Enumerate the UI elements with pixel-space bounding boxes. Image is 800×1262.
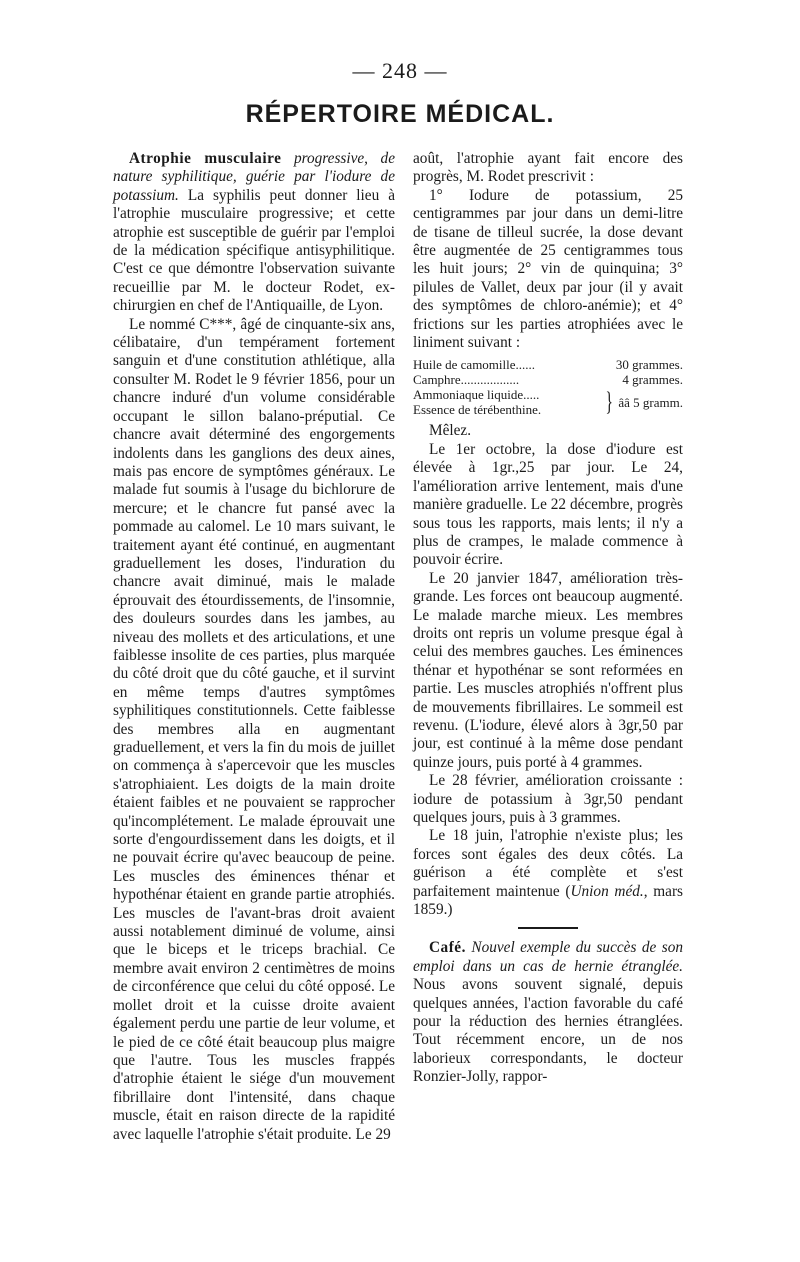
- article2-title: Café.: [429, 939, 466, 957]
- article1-paragraph-3: 1° Iodure de potassium, 25 centigrammes par jour dans un demi-litre de tisane de tilleul sucrée, la dose devant être augmentée de 25 centigrammes tous les huit jours; 2° vin de quinquina; 3° pilules de Vallet, deux par jour (il y avait des symptômes de chloro-anémie); et 4° frictions sur les parties atrophiées avec le liniment suivant :: [413, 186, 683, 352]
- right-column: [413, 150, 683, 1087]
- recipe-ingredient: Essence de térébenthine.: [413, 402, 542, 418]
- recipe-group-names: [413, 387, 600, 417]
- article1-source: Union méd.: [570, 882, 644, 900]
- article1-subtitle: progressive, de nature syphilitique, guérie par l'iodure de potassium.: [113, 150, 395, 204]
- brace-symbol: }: [605, 387, 613, 417]
- recipe-ingredient: Ammoniaque liquide.....: [413, 387, 540, 403]
- recipe-quantity: 4 grammes.: [622, 372, 683, 388]
- article1-title: Atrophie musculaire: [129, 150, 282, 167]
- recipe-row: [413, 372, 683, 387]
- article1-paragraph-6: Le 20 janvier 1847, amélioration très-grande. Les forces ont beaucoup augmenté. Le malade marche mieux. Les membres droits ont repris un volume presque égal à celui des membres gauches. Les éminences thénar et hypothénar se sont reformées en partie. Les muscles atrophiés n'offrent plus de mouvements fibrillaires. Le sommeil est revenu. (L'iodure, élevé alors à 3gr,50 par jour, est continué à la même dose pendant quinze jours, puis porté à 4 grammes.: [413, 569, 683, 771]
- recipe-ingredient: Camphre..................: [413, 372, 520, 388]
- recipe-group: [413, 387, 683, 417]
- article2-paragraph: [413, 939, 683, 1086]
- recipe-table: [413, 357, 683, 417]
- section-divider: [518, 927, 578, 929]
- article1-paragraph-5: Le 1er octobre, la dose d'iodure est élevée à 1gr.,25 par jour. Le 24, l'amélioration arrive lentement, mais d'une manière graduelle. Le 22 décembre, progrès sous tous les rapports, mais lents; il n'y a plus de crampes, le malade commence à pouvoir écrire.: [413, 440, 683, 569]
- recipe-row: [413, 357, 683, 372]
- article2-text: Nous avons souvent signalé, depuis quelques années, l'action favorable du café pour la réduction des hernies étranglées. Tout récemment encore, un de nos laborieux correspondants, le docteur Ronzier-Jolly, rappor-: [413, 976, 683, 1086]
- recipe-quantity: ââ 5 gramm.: [618, 394, 683, 410]
- article1-paragraph-4: Mêlez.: [429, 422, 472, 440]
- recipe-ingredient: Huile de camomille......: [413, 357, 536, 373]
- article2-subtitle: Nouvel exemple du succès de son emploi dans un cas de hernie étranglée.: [413, 939, 683, 975]
- left-column: [113, 150, 395, 1144]
- article1-source-date: , mars 1859.): [413, 882, 683, 919]
- article1-paragraph-7: Le 28 février, amélioration croissante : iodure de potassium à 3gr,50 pendant quelques jours, puis à 3 grammes.: [413, 772, 683, 826]
- article1-paragraph-2: Le nommé C***, âgé de cinquante-six ans, célibataire, d'un tempérament fortement sanguin et d'une constitution athlétique, alla consulter M. Rodet le 9 février 1856, pour un chancre induré d'un volume considérable occupant le sillon balano-préputial. Ce chancre avait déterminé des engorgements indolents dans les ganglions des deux aines, mais pas encore de symptômes généraux. Le malade fut soumis à l'usage du bichlorure de mercure; et le chancre fut pansé avec la pommade au calomel. Le 10 mars suivant, le traitement ayant été continué, en augmentant graduellement les doses, l'induration du chancre avait diminué, mais le malade éprouvait des étourdissements, de l'insomnie, des douleurs sourdes dans les jambes, au niveau des mollets et des articulations, et une faiblesse insolite de ces parties, plus marquée du côté droit que du côté gauche, et il survint en même temps d'autres symptômes syphilitiques constitutionnels. Cette faiblesse des membres alla en augmentant graduellement, et vers la fin du mois de juillet on commença à s'apercevoir que les muscles s'atrophiaient. Les doigts de la main droite étaient faibles et ne pouvaient se rapprocher qu'incomplétement. Le malade éprouvait une sorte d'engourdissement dans les doigts, et il ne pouvait écrire qu'avec beaucoup de peine. Les muscles des éminences thénar et hypothénar étaient en grande partie atrophiés. Les muscles de l'avant-bras droit avaient aussi notablement diminué de volume, ainsi que le biceps et le triceps brachial. Ce membre avait environ 2 centimètres de moins de circonférence que celui du côté opposé. Le mollet droit et la cuisse droite avaient également perdu une partie de leur volume, et le pied de ce côté était beaucoup plus maigre que l'autre. Tous les muscles frappés d'atrophie étaient le siége d'un mouvement fibrillaire dont l'intensité, dans chaque muscle, était en raison directe de la rapidité avec laquelle l'atrophie s'était produite. Le 29: [113, 315, 395, 1143]
- page-number: — 248 —: [352, 58, 448, 83]
- article1-conclusion: Le 18 juin, l'atrophie n'existe plus; les forces sont égales des deux côtés. La guérison a été complète et s'est parfaitement maintenue (: [413, 827, 683, 900]
- article1-intro-text: La syphilis peut donner lieu à l'atrophie musculaire progressive; et cette atrophie est susceptible de guérir par l'emploi de la médication spécifique antisyphilitique. C'est ce que démontre l'observation suivante recueillie par M. le docteur Rodet, ex-chirurgien en chef de l'Antiquaille, de Lyon.: [113, 186, 395, 315]
- article1-paragraph-2-continued: août, l'atrophie ayant fait encore des progrès, M. Rodet prescrivit :: [413, 150, 683, 186]
- page-header: RÉPERTOIRE MÉDICAL.: [245, 100, 555, 128]
- article1-paragraph-8: [413, 827, 683, 919]
- recipe-quantity: 30 grammes.: [615, 357, 683, 373]
- article1-intro: [113, 150, 395, 316]
